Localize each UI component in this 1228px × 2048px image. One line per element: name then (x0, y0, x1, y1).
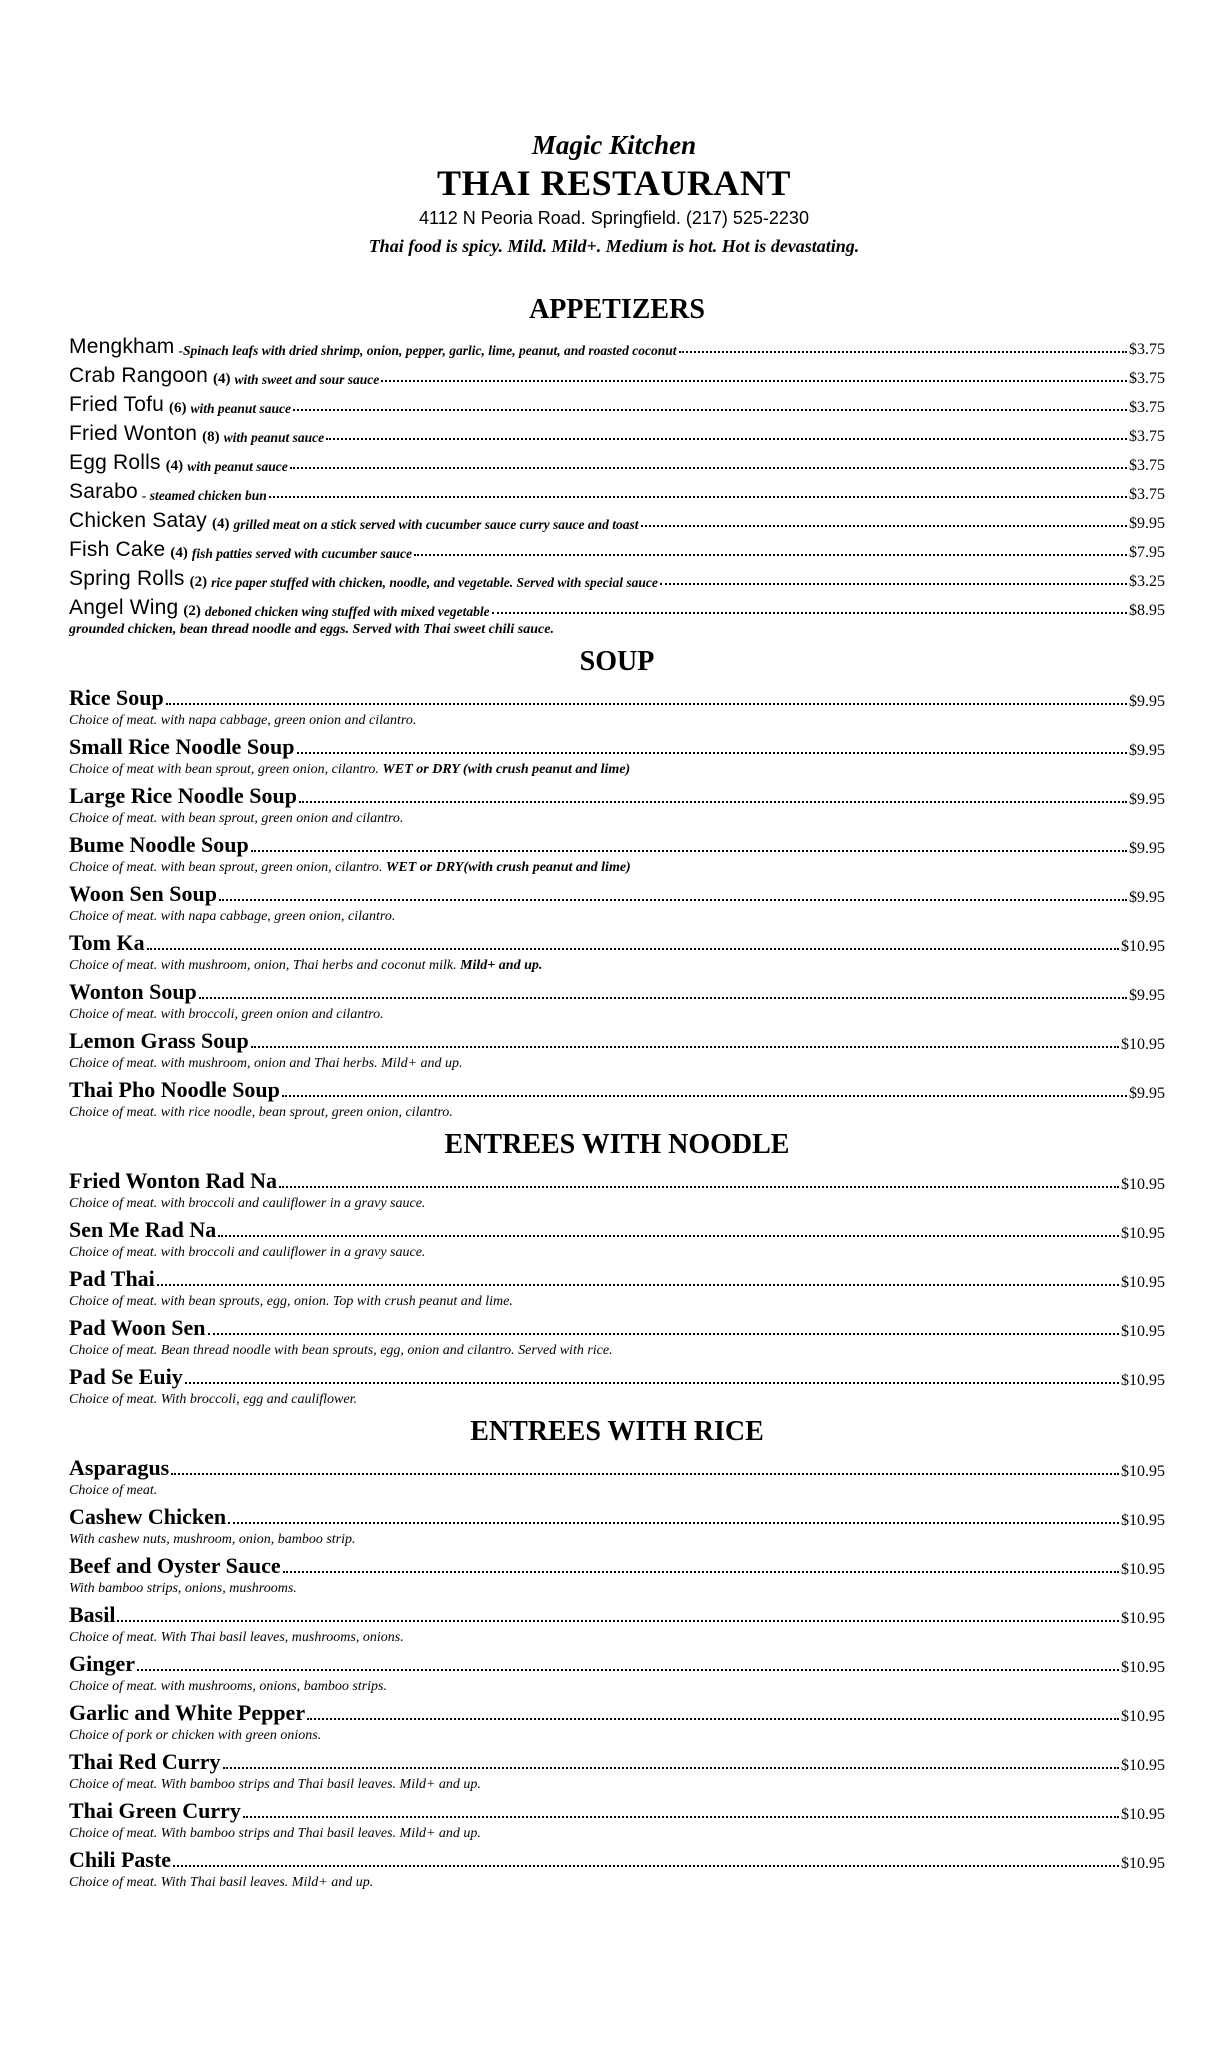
dot-leader (218, 1235, 1119, 1237)
menu-item (69, 562, 1165, 591)
item-price: $3.75 (1129, 399, 1165, 416)
menu-item (69, 1501, 1165, 1550)
item-price: $10.95 (1121, 1708, 1165, 1725)
item-inline-desc: with peanut sauce (190, 401, 292, 416)
item-description: grounded chicken, bean thread noodle and eggs. Served with Thai sweet chili sauce. (69, 622, 554, 637)
item-price: $10.95 (1121, 1806, 1165, 1823)
dot-leader (199, 997, 1127, 999)
menu-item (69, 829, 1165, 878)
item-name: Large Rice Noodle Soup (69, 783, 297, 808)
item-price: $9.95 (1129, 987, 1165, 1004)
item-name: Woon Sen Soup (69, 881, 217, 906)
item-price: $8.95 (1129, 602, 1165, 619)
item-count: (4) (170, 545, 188, 561)
item-name: Thai Red Curry (69, 1749, 221, 1774)
menu-item (69, 446, 1165, 475)
item-name: Sarabo (69, 480, 138, 503)
item-price: $9.95 (1129, 1085, 1165, 1102)
item-price: $3.75 (1129, 457, 1165, 474)
item-description: Choice of meat. With Thai basil leaves. Mild+ and up. (69, 1875, 374, 1890)
item-price: $10.95 (1121, 1757, 1165, 1774)
menu-item (69, 878, 1165, 927)
dot-leader (299, 801, 1127, 803)
dot-leader (269, 496, 1127, 498)
item-name: Asparagus (69, 1455, 170, 1480)
item-description: Choice of meat. with broccoli and cauliflower in a gravy sauce. (69, 1196, 426, 1211)
item-name: Wonton Soup (69, 979, 197, 1004)
menu-item (69, 1599, 1165, 1648)
item-name: Pad Se Euiy (69, 1364, 183, 1389)
item-price: $10.95 (1121, 1176, 1165, 1193)
item-name: Ginger (69, 1651, 135, 1676)
menu-item (69, 417, 1165, 446)
item-price: $3.75 (1129, 428, 1165, 445)
restaurant-subtitle: Magic Kitchen (531, 130, 697, 160)
item-name: Angel Wing (69, 596, 179, 619)
item-name: Chili Paste (69, 1847, 172, 1872)
item-name: Beef and Oyster Sauce (69, 1553, 281, 1578)
item-price: $3.75 (1129, 486, 1165, 503)
dot-leader (282, 1095, 1127, 1097)
item-inline-desc: rice paper stuffed with chicken, noodle, and vegetable. Served with special sauce (211, 575, 658, 590)
menu-item (69, 1214, 1165, 1263)
menu-item (69, 504, 1165, 533)
menu-item (69, 1746, 1165, 1795)
item-name: Basil (69, 1602, 116, 1627)
item-inline-desc: -Spinach leafs with dried shrimp, onion, pepper, garlic, lime, peanut, and roasted coconut (178, 343, 677, 358)
menu-item (69, 1361, 1165, 1410)
menu-item (69, 1844, 1165, 1893)
menu-item (69, 1263, 1165, 1312)
dot-leader (326, 438, 1127, 440)
section-title: APPETIZERS (529, 294, 705, 325)
item-name: Bume Noodle Soup (69, 832, 249, 857)
dot-leader (173, 1865, 1119, 1867)
menu-item (69, 1795, 1165, 1844)
spice-note: Thai food is spicy. Mild. Mild+. Medium is hot. Hot is devastating. (368, 236, 860, 256)
item-price: $7.95 (1129, 544, 1165, 561)
item-price: $9.95 (1129, 791, 1165, 808)
menu-item (69, 533, 1165, 562)
menu-item (69, 330, 1165, 359)
item-name: Fried Wonton (69, 422, 198, 445)
item-name: Tom Ka (69, 930, 145, 955)
dot-leader (283, 1571, 1119, 1573)
menu-item (69, 1648, 1165, 1697)
section-appetizers (69, 292, 1165, 640)
dot-leader (147, 948, 1119, 950)
item-price: $3.75 (1129, 341, 1165, 358)
dot-leader (208, 1333, 1119, 1335)
dot-leader (660, 583, 1127, 585)
item-description: Choice of meat with bean sprout, green onion, cilantro. WET or DRY (with crush peanut and lime) (69, 762, 631, 777)
item-price: $10.95 (1121, 1323, 1165, 1340)
menu-item (69, 976, 1165, 1025)
item-inline-desc: grilled meat on a stick served with cucumber sauce curry sauce and toast (233, 517, 639, 532)
item-price: $10.95 (1121, 1372, 1165, 1389)
item-description: Choice of meat. With bamboo strips and Thai basil leaves. Mild+ and up. (69, 1826, 481, 1841)
item-name: Fried Wonton Rad Na (69, 1168, 278, 1193)
item-price: $10.95 (1121, 1659, 1165, 1676)
dot-leader (279, 1186, 1119, 1188)
dot-leader (243, 1816, 1119, 1818)
item-description: Choice of meat. with bean sprout, green onion and cilantro. (69, 811, 404, 826)
menu-item (69, 1452, 1165, 1501)
item-count: (8) (202, 429, 220, 445)
menu-item (69, 591, 1165, 640)
restaurant-title: THAI RESTAURANT (437, 163, 791, 203)
item-price: $9.95 (1129, 742, 1165, 759)
menu-item (69, 388, 1165, 417)
menu-item (69, 1312, 1165, 1361)
dot-leader (223, 1767, 1119, 1769)
item-description: Choice of meat. With broccoli, egg and cauliflower. (69, 1392, 357, 1407)
dot-leader (293, 409, 1127, 411)
item-inline-desc: with peanut sauce (187, 459, 288, 474)
section-entrees-noodle (69, 1127, 1165, 1410)
dot-leader (137, 1669, 1119, 1671)
item-price: $10.95 (1121, 1225, 1165, 1242)
menu-item (69, 1165, 1165, 1214)
restaurant-header (0, 128, 1228, 260)
item-name: Crab Rangoon (69, 364, 208, 387)
item-name: Egg Rolls (69, 451, 161, 474)
item-name: Spring Rolls (69, 567, 185, 590)
item-price: $10.95 (1121, 938, 1165, 955)
item-description: Choice of meat. with mushroom, onion and Thai herbs. Mild+ and up. (69, 1056, 463, 1071)
item-price: $10.95 (1121, 1512, 1165, 1529)
item-description: Choice of meat. With bamboo strips and Thai basil leaves. Mild+ and up. (69, 1777, 481, 1792)
menu-item (69, 475, 1165, 504)
item-name: Thai Green Curry (69, 1798, 241, 1823)
item-description: Choice of meat. with napa cabbage, green onion, cilantro. (69, 909, 396, 924)
item-name: Fried Tofu (69, 393, 164, 416)
item-count: (4) (213, 371, 231, 387)
item-price: $10.95 (1121, 1274, 1165, 1291)
item-price: $9.95 (1129, 693, 1165, 710)
item-price: $10.95 (1121, 1036, 1165, 1053)
menu-item (69, 682, 1165, 731)
item-inline-desc: with sweet and sour sauce (234, 372, 380, 387)
item-description: Choice of meat. with napa cabbage, green onion and cilantro. (69, 713, 417, 728)
section-title: ENTREES WITH NOODLE (444, 1129, 790, 1160)
item-description: Choice of meat. with bean sprout, green onion, cilantro. WET or DRY(with crush peanut and lime) (69, 860, 631, 875)
item-price: $10.95 (1121, 1855, 1165, 1872)
item-inline-desc: with peanut sauce (223, 430, 325, 445)
dot-leader (185, 1382, 1119, 1384)
item-description: Choice of meat. With Thai basil leaves, mushrooms, onions. (69, 1630, 404, 1645)
dot-leader (290, 467, 1127, 469)
item-price: $3.25 (1129, 573, 1165, 590)
dot-leader (157, 1284, 1119, 1286)
section-entrees-rice (69, 1414, 1165, 1893)
item-price: $10.95 (1121, 1561, 1165, 1578)
item-name: Garlic and White Pepper (69, 1700, 306, 1725)
item-name: Thai Pho Noodle Soup (69, 1077, 280, 1102)
item-name: Fish Cake (69, 538, 166, 561)
dot-leader (381, 380, 1127, 382)
item-description: Choice of pork or chicken with green onions. (69, 1728, 322, 1743)
item-name: Lemon Grass Soup (69, 1028, 249, 1053)
section-title: ENTREES WITH RICE (470, 1416, 764, 1447)
item-name: Small Rice Noodle Soup (69, 734, 295, 759)
dot-leader (307, 1718, 1119, 1720)
item-description: With bamboo strips, onions, mushrooms. (69, 1581, 297, 1596)
item-description: Choice of meat. with broccoli and cauliflower in a gravy sauce. (69, 1245, 426, 1260)
item-price: $10.95 (1121, 1463, 1165, 1480)
dot-leader (641, 525, 1127, 527)
item-description: Choice of meat. Bean thread noodle with bean sprouts, egg, onion and cilantro. Served with rice. (69, 1343, 613, 1358)
item-description: With cashew nuts, mushroom, onion, bamboo strip. (69, 1532, 356, 1547)
section-title: SOUP (579, 646, 655, 677)
dot-leader (166, 703, 1127, 705)
item-name: Pad Thai (69, 1266, 155, 1291)
item-inline-desc: fish patties served with cucumber sauce (191, 546, 412, 561)
item-price: $9.95 (1129, 889, 1165, 906)
menu-body (69, 288, 1165, 1893)
dot-leader (679, 351, 1127, 353)
item-name: Chicken Satay (69, 509, 208, 532)
item-count: (2) (189, 574, 208, 590)
dot-leader (297, 752, 1127, 754)
item-name: Rice Soup (69, 685, 164, 710)
item-name: Pad Woon Sen (69, 1315, 206, 1340)
dot-leader (228, 1522, 1119, 1524)
item-description: Choice of meat. with bean sprouts, egg, onion. Top with crush peanut and lime. (69, 1294, 513, 1309)
item-count: (4) (165, 458, 184, 474)
item-inline-desc: - steamed chicken bun (141, 488, 267, 503)
dot-leader (251, 1046, 1119, 1048)
item-price: $9.95 (1129, 515, 1165, 532)
dot-leader (492, 612, 1127, 614)
item-count: (6) (169, 400, 187, 416)
menu-item (69, 1550, 1165, 1599)
item-price: $10.95 (1121, 1610, 1165, 1627)
item-name: Sen Me Rad Na (69, 1217, 217, 1242)
item-price: $9.95 (1129, 840, 1165, 857)
menu-item (69, 1697, 1165, 1746)
item-name: Mengkham (69, 335, 175, 358)
item-count: (2) (183, 603, 201, 619)
item-description: Choice of meat. with rice noodle, bean sprout, green onion, cilantro. (69, 1105, 453, 1120)
item-description: Choice of meat. (69, 1483, 158, 1498)
restaurant-address: 4112 N Peoria Road. Springfield. (217) 525-2230 (419, 208, 809, 228)
dot-leader (251, 850, 1127, 852)
menu-item (69, 359, 1165, 388)
item-price: $3.75 (1129, 370, 1165, 387)
dot-leader (414, 554, 1127, 556)
menu-item (69, 1074, 1165, 1123)
dot-leader (171, 1473, 1119, 1475)
item-inline-desc: deboned chicken wing stuffed with mixed vegetable (204, 604, 490, 619)
menu-item (69, 927, 1165, 976)
menu-item (69, 731, 1165, 780)
item-count: (4) (212, 516, 230, 532)
item-name: Cashew Chicken (69, 1504, 227, 1529)
menu-item (69, 780, 1165, 829)
dot-leader (219, 899, 1127, 901)
dot-leader (117, 1620, 1119, 1622)
item-description: Choice of meat. with broccoli, green onion and cilantro. (69, 1007, 384, 1022)
menu-item (69, 1025, 1165, 1074)
item-description: Choice of meat. with mushrooms, onions, bamboo strips. (69, 1679, 387, 1694)
section-soup (69, 644, 1165, 1123)
item-description: Choice of meat. with mushroom, onion, Thai herbs and coconut milk. Mild+ and up. (69, 958, 543, 973)
